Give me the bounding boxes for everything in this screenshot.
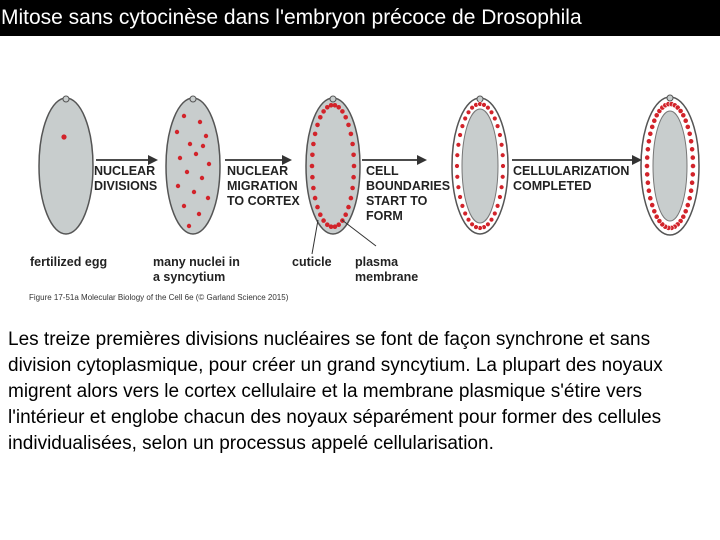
nucleus bbox=[687, 196, 692, 201]
nucleus bbox=[654, 214, 659, 219]
description-text: Les treize premières divisions nucléaires se font de façon synchrone et sans division cytoplasmique, pour créer un grand syncytium. La plupart des noyaux migrent alors vers le cortex cellulaire et la membrane plasmique s'étire vers l'intérieur et englobe chacun des noyaux séparément pour former des cellules individualisées, selon un processus appelé cellularisation. bbox=[8, 329, 663, 454]
nucleus bbox=[648, 196, 653, 201]
nucleus bbox=[192, 190, 196, 194]
nucleus bbox=[175, 130, 179, 134]
nucleus bbox=[690, 163, 695, 168]
stage-label-nuclear-migration bbox=[227, 164, 301, 208]
nucleus bbox=[311, 142, 316, 147]
nucleus bbox=[318, 212, 323, 217]
caption-cuticle: cuticle bbox=[292, 255, 332, 269]
embryo-4-yolk bbox=[462, 109, 498, 223]
nucleus bbox=[685, 124, 690, 129]
nucleus bbox=[178, 156, 182, 160]
nucleus bbox=[499, 142, 504, 147]
nucleus bbox=[498, 195, 503, 200]
caption-line: membrane bbox=[355, 270, 419, 284]
embryo-fertilized-egg bbox=[39, 96, 93, 234]
nucleus bbox=[176, 184, 180, 188]
nucleus bbox=[689, 139, 694, 144]
nucleus bbox=[652, 209, 657, 214]
nucleus bbox=[645, 147, 650, 152]
nucleus bbox=[458, 133, 463, 138]
membrane-pointer bbox=[342, 220, 376, 246]
stage-label-line: NUCLEAR bbox=[94, 164, 156, 178]
caption-plasma-membrane bbox=[355, 255, 418, 284]
nucleus bbox=[349, 196, 354, 201]
stage-label-line: NUCLEAR bbox=[227, 164, 289, 178]
slide-title: Mitose sans cytocinèse dans l'embryon précoce de Drosophila bbox=[0, 0, 720, 36]
nucleus bbox=[206, 196, 210, 200]
nucleus bbox=[690, 147, 695, 152]
embryo-1-pole bbox=[63, 96, 69, 102]
nucleus bbox=[460, 124, 465, 129]
nucleus bbox=[313, 196, 318, 201]
nucleus bbox=[458, 195, 463, 200]
nucleus bbox=[321, 109, 326, 114]
embryo-cellularized bbox=[641, 95, 699, 235]
nucleus bbox=[648, 131, 653, 136]
nucleus bbox=[689, 188, 694, 193]
nucleus bbox=[495, 204, 500, 209]
nucleus bbox=[492, 211, 497, 216]
nucleus bbox=[346, 205, 351, 210]
stage-label-line: DIVISIONS bbox=[94, 179, 158, 193]
nucleus bbox=[188, 142, 192, 146]
nucleus bbox=[489, 217, 494, 222]
stage-label-line: TO CORTEX bbox=[227, 194, 300, 208]
nucleus bbox=[207, 162, 211, 166]
nucleus bbox=[197, 212, 201, 216]
stage-label-line: START TO bbox=[366, 194, 428, 208]
nucleus bbox=[204, 134, 208, 138]
stage-label-cellularization-completed bbox=[513, 164, 633, 193]
nucleus bbox=[351, 175, 356, 180]
nucleus bbox=[187, 224, 191, 228]
figure-credit: Figure 17-51a Molecular Biology of the Cell 6e (© Garland Science 2015) bbox=[29, 293, 289, 302]
nucleus bbox=[351, 153, 356, 158]
embryo-cortex-migration bbox=[306, 96, 360, 234]
nucleus bbox=[495, 124, 500, 129]
nucleus bbox=[349, 132, 354, 137]
nucleus bbox=[321, 218, 326, 223]
stage-label-line: CELL bbox=[366, 164, 399, 178]
nucleus bbox=[352, 164, 357, 169]
nucleus bbox=[646, 188, 651, 193]
caption-fertilized-egg: fertilized egg bbox=[30, 255, 108, 269]
nucleus bbox=[683, 209, 688, 214]
nucleus bbox=[311, 186, 316, 191]
nucleus bbox=[310, 175, 315, 180]
caption-line: many nuclei in bbox=[153, 255, 240, 269]
nucleus bbox=[455, 153, 460, 158]
embryo-1-outline bbox=[39, 98, 93, 234]
nucleus bbox=[652, 118, 657, 123]
nucleus bbox=[646, 139, 651, 144]
nucleus bbox=[466, 217, 471, 222]
nucleus bbox=[463, 116, 468, 121]
nucleus bbox=[498, 133, 503, 138]
nucleus bbox=[350, 142, 355, 147]
nucleus bbox=[690, 180, 695, 185]
nucleus bbox=[489, 110, 494, 115]
nucleus bbox=[310, 164, 315, 169]
nucleus bbox=[650, 203, 655, 208]
embryo-2-pole bbox=[190, 96, 196, 102]
embryo-5-pole bbox=[667, 95, 673, 101]
nucleus bbox=[336, 105, 341, 110]
nucleus bbox=[681, 113, 686, 118]
nucleus bbox=[456, 142, 461, 147]
drosophila-embryo-figure bbox=[0, 36, 720, 316]
embryo-2-outline bbox=[166, 98, 220, 234]
stage-label-line: MIGRATION bbox=[227, 179, 298, 193]
nucleus bbox=[185, 170, 189, 174]
nucleus bbox=[500, 153, 505, 158]
nucleus bbox=[650, 124, 655, 129]
embryo-4-pole bbox=[477, 96, 483, 102]
caption-many-nuclei bbox=[153, 255, 243, 284]
nucleus bbox=[182, 114, 186, 118]
stage-label-nuclear-divisions bbox=[94, 164, 159, 193]
nucleus bbox=[61, 134, 66, 139]
nucleus bbox=[350, 186, 355, 191]
nucleus bbox=[492, 116, 497, 121]
stage-label-line: FORM bbox=[366, 209, 403, 223]
nucleus bbox=[346, 123, 351, 128]
nucleus bbox=[456, 185, 461, 190]
nucleus bbox=[690, 155, 695, 160]
nucleus bbox=[194, 152, 198, 156]
stage-label-line: BOUNDARIES bbox=[366, 179, 451, 193]
stage-label-line: CELLULARIZATION bbox=[513, 164, 630, 178]
nucleus bbox=[463, 211, 468, 216]
cuticle-pointer bbox=[312, 220, 318, 254]
embryo-3-pole bbox=[330, 96, 336, 102]
nucleus bbox=[470, 222, 475, 227]
stage-label-cell-boundaries bbox=[366, 164, 454, 223]
nucleus bbox=[687, 131, 692, 136]
nucleus bbox=[313, 132, 318, 137]
nucleus bbox=[325, 222, 330, 227]
nucleus bbox=[500, 174, 505, 179]
figure-canvas bbox=[0, 36, 720, 316]
nucleus bbox=[200, 176, 204, 180]
nucleus bbox=[499, 185, 504, 190]
nucleus bbox=[310, 153, 315, 158]
nucleus bbox=[644, 163, 649, 168]
nucleus bbox=[343, 212, 348, 217]
nucleus bbox=[645, 180, 650, 185]
nucleus bbox=[201, 144, 205, 148]
nucleus bbox=[343, 115, 348, 120]
caption-line: plasma bbox=[355, 255, 399, 269]
nucleus bbox=[455, 164, 460, 169]
embryo-syncytium bbox=[166, 96, 220, 234]
nucleus bbox=[182, 204, 186, 208]
embryo-boundaries-forming bbox=[452, 96, 508, 234]
embryo-5-yolk bbox=[653, 111, 687, 221]
nucleus bbox=[340, 109, 345, 114]
nucleus bbox=[683, 118, 688, 123]
nucleus bbox=[486, 105, 491, 110]
nucleus bbox=[645, 155, 650, 160]
stage-label-line: COMPLETED bbox=[513, 179, 592, 193]
nucleus bbox=[690, 172, 695, 177]
nucleus bbox=[315, 205, 320, 210]
nucleus bbox=[455, 174, 460, 179]
nucleus bbox=[501, 164, 506, 169]
nucleus bbox=[198, 120, 202, 124]
nucleus bbox=[466, 110, 471, 115]
nucleus bbox=[460, 204, 465, 209]
nucleus bbox=[685, 203, 690, 208]
nucleus bbox=[645, 172, 650, 177]
nucleus bbox=[318, 115, 323, 120]
caption-line: a syncytium bbox=[153, 270, 226, 284]
nucleus bbox=[315, 123, 320, 128]
